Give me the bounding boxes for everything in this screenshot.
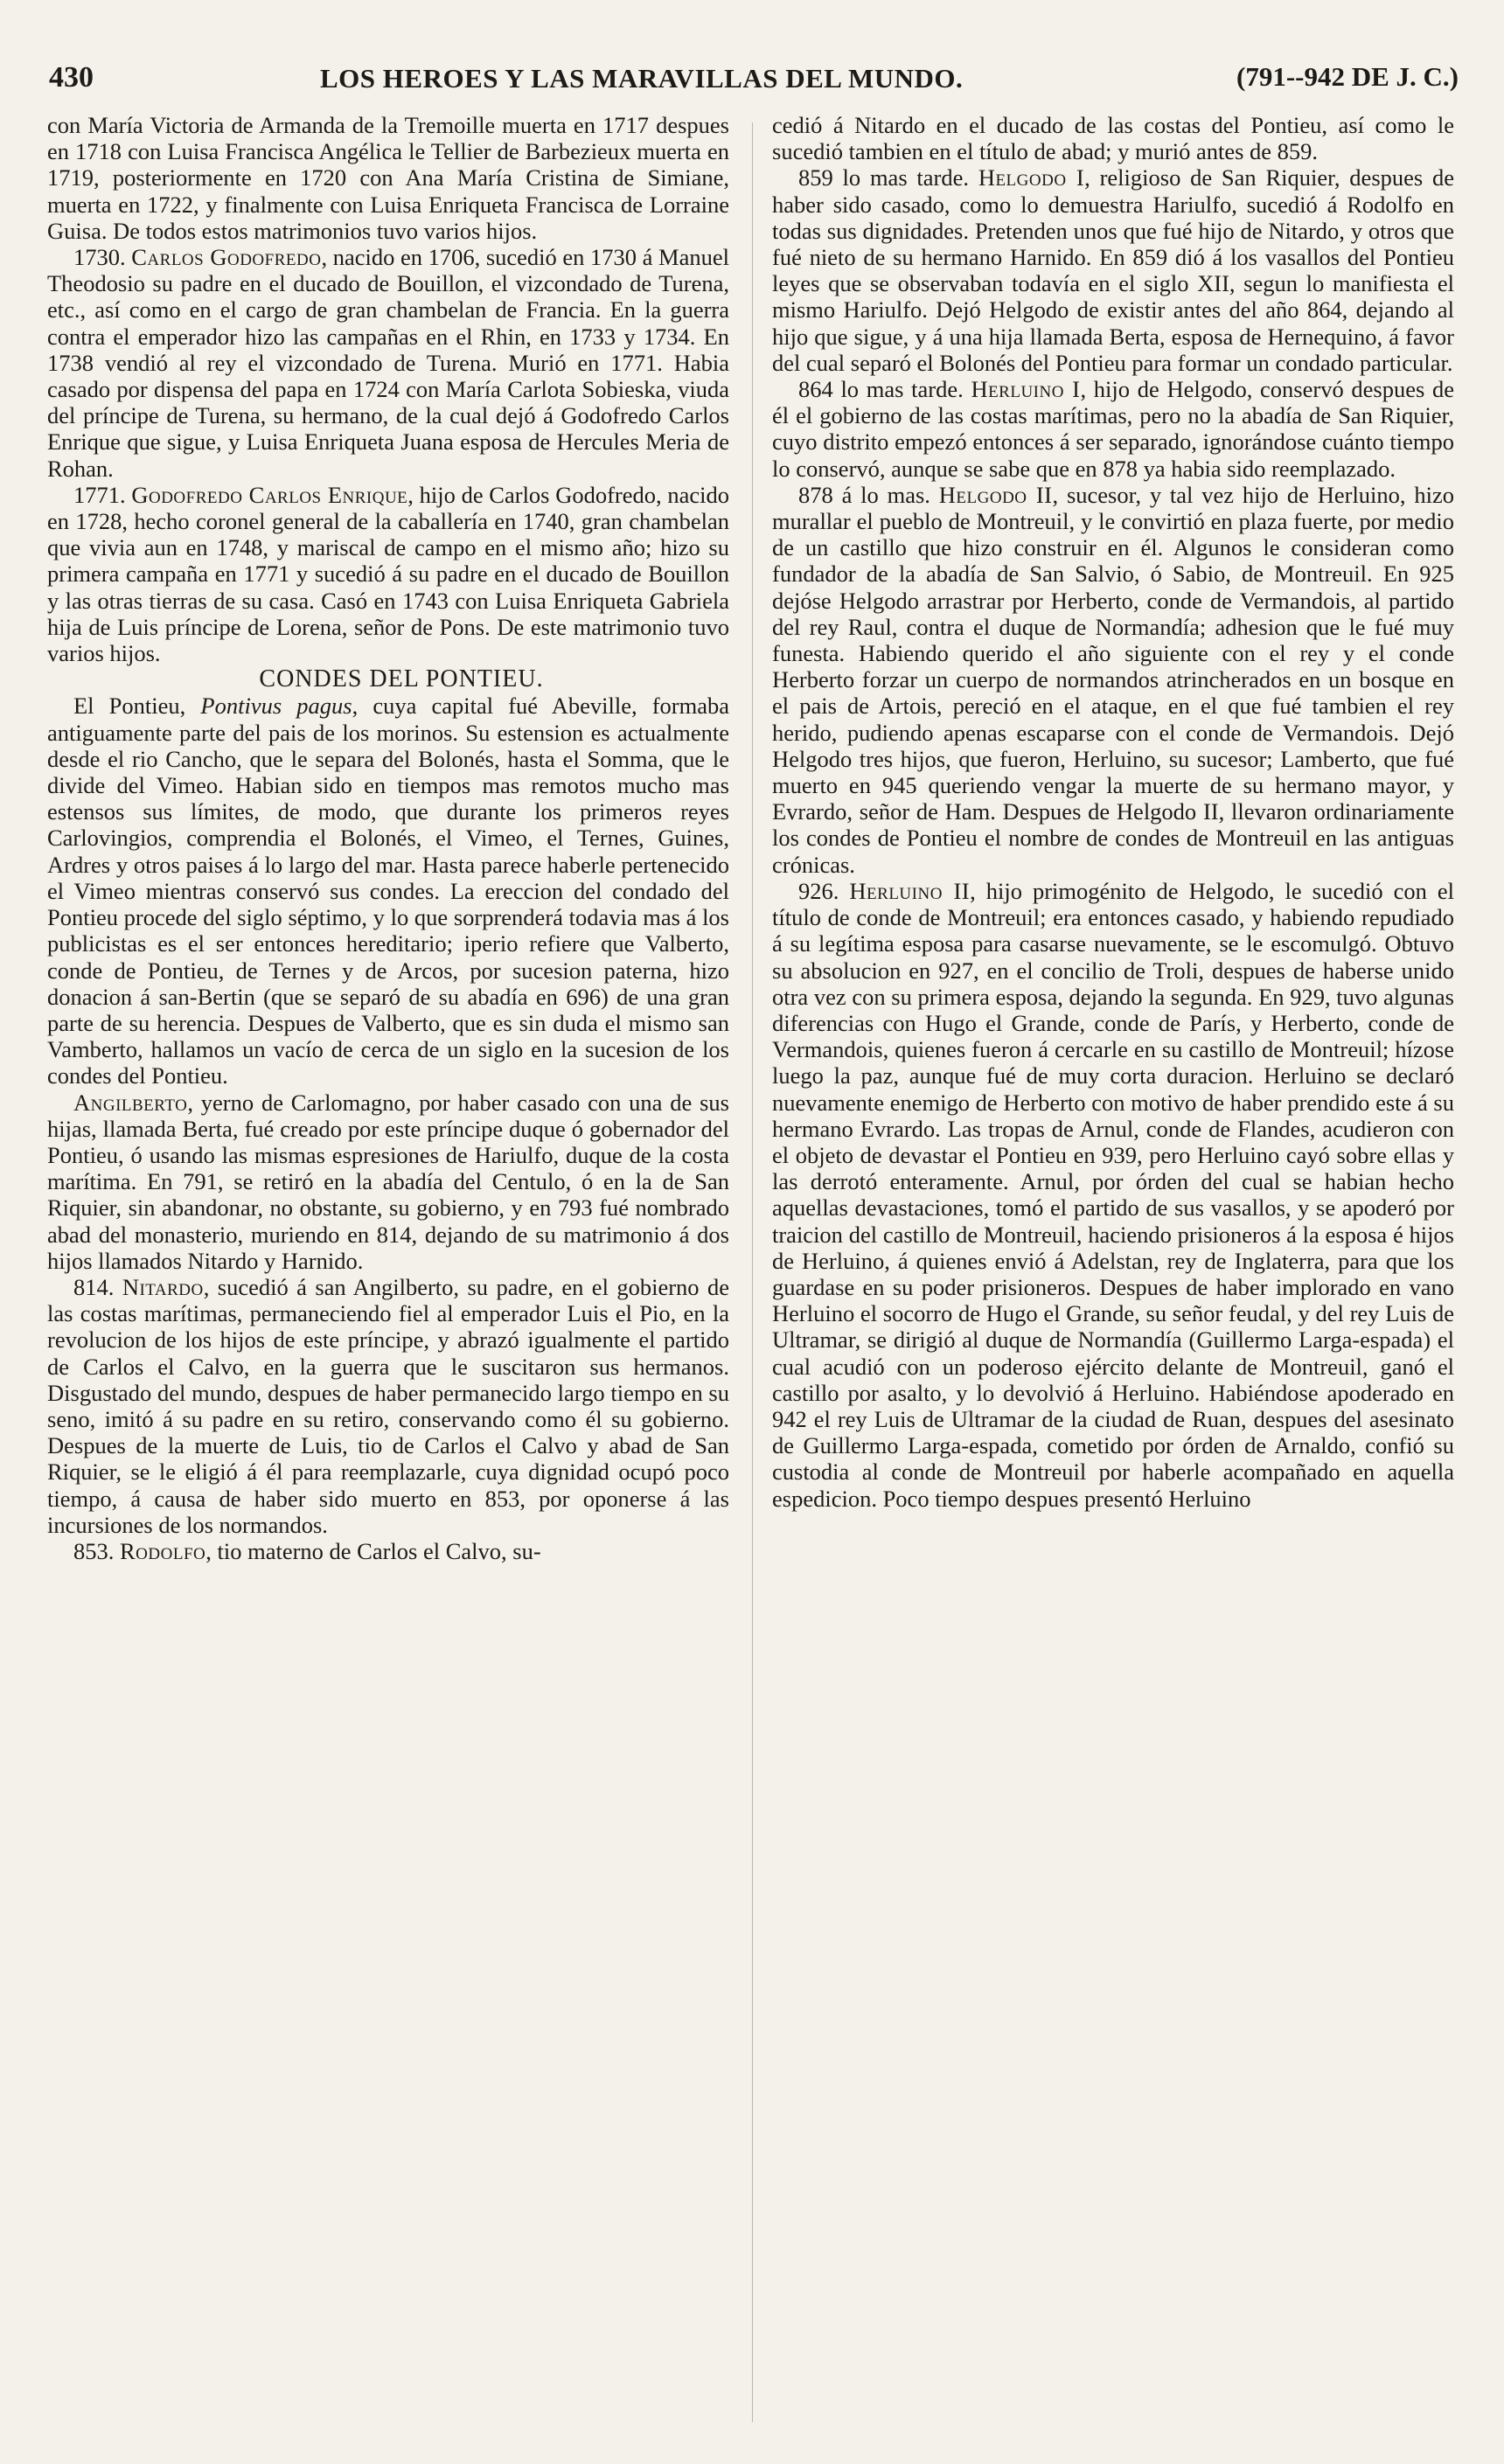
latin-term: Pontivus pagus (200, 693, 352, 720)
entry-year: 878 á lo mas. (798, 481, 930, 508)
text-segment: El Pontieu, (73, 693, 201, 720)
entry-text: , yerno de Carlomagno, por haber casado con una de sus hijas, llamada Berta, fué creado por este príncipe duque ó gobernador del Pontieu, ó usando las mismas espresiones de Hariulfo, duque de la costa marítima. En 791, se retiró en la abadía del Centulo, ó en la de San Riquier, sin abandonar, no obstante, su gobierno, y en 793 fué nombrado abad del monasterio, muriendo en 814, dejando de su matrimonio á dos hijos llamados Nitardo y Harnido. (47, 1089, 729, 1274)
entry-year: 926. (798, 877, 839, 904)
date-range: (791--942 DE J. C.) (1236, 61, 1459, 92)
page-number: 430 (49, 61, 94, 94)
paragraph (772, 376, 1454, 482)
entry-text: , sucesor, y tal vez hijo de Herluino, hizo murallar el pueblo de Montreuil, y le convirtió en plaza fuerte, por medio de un castillo que hizo construir en él. Algunos le consideran como fundador de la abadía de San Salvio, ó Sabio, de Montreuil. En 925 dejóse Helgodo arrastrar por Herberto, conde de Vermandois, al partido del rey Raul, contra el duque de Normandía; adhesion que le fué muy funesta. Habiendo querido el año siguiente con el rey y el conde Herberto forzar un cuerpo de normandos atrincherados en un bosque en el pais de Artois, pereció en el ataque, en el que fué tambien el rey herido, pudiendo apenas escaparse con el conde de Vermandois. Dejó Helgodo tres hijos, que fueron, Herluino, su sucesor; Lamberto, que fué muerto en 945 queriendo vengar la muerte de su hermano mayor, y Evrardo, señor de Ham. Despues de Helgodo II, llevaron ordinariamente los condes de Pontieu el nombre de condes de Montreuil en las antiguas crónicas. (772, 481, 1454, 878)
entry-year: 864 lo mas tarde. (798, 376, 964, 403)
entry-text: , hijo de Carlos Godofredo, nacido en 1728, hecho coronel general de la caballería en 1740, gran chambelan que vivia aun en 1748, y mariscal de campo en el mismo año; hizo su primera campaña en 1771 y sucedió á su padre en el ducado de Bouillon y las otras tierras de su casa. Casó en 1743 con Luisa Enriqueta Gabriela hija de Luis príncipe de Lorena, señor de Pons. De este matrimonio tuvo varios hijos. (47, 481, 729, 667)
paragraph: con María Victoria de Armanda de la Tremoille muerta en 1717 despues en 1718 con Luisa Francisca Angélica le Tellier de Barbezieux muerta en 1719, posteriormente en 1720 con Ana María Cristina de Simiane, muerta en 1722, y finalmente con Luisa Enriqueta Francisca de Lorraine Guisa. De todos estos matrimonios tuvo varios hijos. (47, 112, 729, 244)
entry-name: Helgodo II (938, 481, 1053, 508)
entry-name: Herluino I (971, 376, 1081, 403)
entry-text: , hijo de Helgodo, conservó despues de él el gobierno de las costas marítimas, pero no la abadía de San Riquier, cuyo distrito empezó entonces á ser separado, ignorándose cuánto tiempo lo conservó, aunque se sabe que en 878 ya habia sido reemplazado. (772, 376, 1454, 482)
entry-text: , tio materno de Carlos el Calvo, su- (205, 1537, 541, 1564)
paragraph (47, 1089, 729, 1274)
paragraph: cedió á Nitardo en el ducado de las costas del Pontieu, así como le sucedió tambien en el título de abad; y murió antes de 859. (772, 112, 1454, 165)
entry-name: Angilberto (73, 1089, 188, 1116)
paragraph (47, 693, 729, 1089)
entry-name: Rodolfo (120, 1537, 206, 1564)
entry-name: Helgodo I (978, 164, 1085, 191)
entry-text: , hijo primogénito de Helgodo, le sucedió con el título de conde de Montreuil; era entonces casado, y habiendo repudiado á su legítima esposa para casarse nuevamente, se le escomulgó. Obtuvo su absolucion en 927, en el concilio de Troli, despues de haberse unido otra vez con su primera esposa, dejando la segunda. En 929, tuvo algunas diferencias con Hugo el Grande, conde de París, y Herberto, conde de Vermandois, quienes fueron á cercarle en su castillo de Montreuil; hízose luego la paz, aunque fué de muy corta duracion. Herluino se declaró nuevamente enemigo de Herberto con motivo de haber prendido este á su hermano Evrardo. Las tropas de Arnul, conde de Flandes, acudieron con el objeto de devastar el Pontieu en 939, pero Herluino cayó sobre ellas y las derrotó enteramente. Arnul, por órden del cual se habian hecho aquellas devastaciones, tomó el partido de sus vasallos, y se apoderó por traicion del castillo de Montreuil, haciendo prisioneros á la esposa é hijos de Herluino, á quienes envió á Adelstan, rey de Inglaterra, para que los guardase en su poder prisioneros. Despues de haber implorado en vano Herluino el socorro de Hugo el Grande, su señor feudal, y del rey Luis de Ultramar, se dirigió al duque de Normandía (Guillermo Larga-espada) el cual acudió con un poderoso ejército delante de Montreuil, ganó el castillo por asalto, y lo devolvió á Herluino. Habiéndose apoderado en 942 el rey Luis de Ultramar de la ciudad de Ruan, despues del asesinato de Guillermo Larga-espada, cometido por órden de Arnaldo, confió su custodia al conde de Montreuil por haberle acompañado en aquella espedicion. Poco tiempo despues presentó Herluino (772, 877, 1454, 1512)
paragraph (47, 1274, 729, 1538)
entry-year: 853. (73, 1537, 115, 1564)
entry-year: 1730. (73, 244, 126, 271)
paragraph (47, 244, 729, 482)
entry-text: , sucedió á san Angilberto, su padre, en el gobierno de las costas marítimas, permaneciendo fiel al emperador Luis el Pio, en la revolucion de los hijos de este príncipe, y abrazó igualmente el partido de Carlos el Calvo, en la guerra que le suscitaron sus hermanos. Disgustado del mundo, despues de haber permanecido largo tiempo en su seno, imitó á su padre en su retiro, conservando como él su gobierno. Despues de la muerte de Luis, tio de Carlos el Calvo y abad de San Riquier, se le eligió á él para reemplazarle, cuya dignidad ocupó poco tiempo, á causa de haber sido muerto en 853, por oponerse á las incursiones de los normandos. (47, 1273, 729, 1538)
entry-year: 1771. (73, 481, 126, 508)
paragraph (47, 482, 729, 666)
paragraph (772, 482, 1454, 878)
entry-name: Herluino II (849, 877, 971, 904)
page-header (49, 61, 1459, 105)
entry-year: 814. (73, 1273, 115, 1300)
right-column (772, 112, 1454, 2420)
paragraph (47, 1538, 729, 1564)
entry-name: Nitardo (122, 1273, 204, 1300)
entry-name: Godofredo Carlos Enrique (131, 481, 408, 508)
section-heading: CONDES DEL PONTIEU. (259, 665, 544, 693)
paragraph (772, 164, 1454, 376)
paragraph (772, 878, 1454, 1512)
running-title: LOS HEROES Y LAS MARAVILLAS DEL MUNDO. (320, 63, 964, 94)
column-divider (752, 122, 753, 2422)
left-column (47, 112, 729, 2420)
entry-year: 859 lo mas tarde. (798, 164, 970, 191)
text-segment: , cuya capital fué Abeville, formaba antiguamente parte del pais de los morinos. Su estension es actualmente desde el rio Cancho, que le separa del Bolonés, hasta el Somma, que le divide del Vimeo. Habian sido en tiempos mas remotos mucho mas estensos sus límites, de modo, que durante los primeros reyes Carlovingios, comprendia el Bolonés, el Vimeo, el Ternes, Guines, Ardres y otros paises á lo largo del mar. Hasta parece haberle pertenecido el Vimeo mientras conservó sus condes. La ereccion del condado del Pontieu procede del siglo séptimo, y lo que sorprenderá todavia mas á los publicistas es el ser entonces hereditario; iperio refiere que Valberto, conde de Pontieu, de Ternes y de Arcos, por sucesion paterna, hizo donacion á san-Bertin (que se separó de su abadía en 696) de una gran parte de su herencia. Despues de Valberto, que es sin duda el mismo san Vamberto, hallamos un vacío de cerca de un siglo en la sucesion de los condes del Pontieu. (47, 693, 729, 1089)
entry-name: Carlos Godofredo (131, 244, 322, 271)
entry-text: , nacido en 1706, sucedió en 1730 á Manuel Theodosio su padre en el ducado de Bouillon, el vizcondado de Turena, etc., así como en el cargo de gran chambelan de Francia. En la guerra contra el emperador hizo las campañas en el Rhin, en 1733 y 1734. En 1738 vendió al rey el vizcondado de Turena. Murió en 1771. Habia casado por dispensa del papa en 1724 con María Carlota Sobieska, viuda del príncipe de Turena, su hermano, de la cual dejó á Godofredo Carlos Enrique que sigue, y Luisa Enriqueta Juana esposa de Hercules Meria de Rohan. (47, 244, 729, 482)
entry-text: , religioso de San Riquier, despues de haber sido casado, como lo demuestra Hariulfo, sucedió á Rodolfo en todas sus dignidades. Pretenden unos que fué hijo de Nitardo, y otros que fué nieto de su hermano Harnido. En 859 dió á los vasallos del Pontieu leyes que se observaban todavía en el siglo XII, segun lo manifiesta el mismo Hariulfo. Dejó Helgodo de existir antes del año 864, dejando al hijo que sigue, y á una hija llamada Berta, esposa de Hernequino, á favor del cual separó el Bolonés del Pontieu para formar un condado particular. (772, 164, 1454, 376)
